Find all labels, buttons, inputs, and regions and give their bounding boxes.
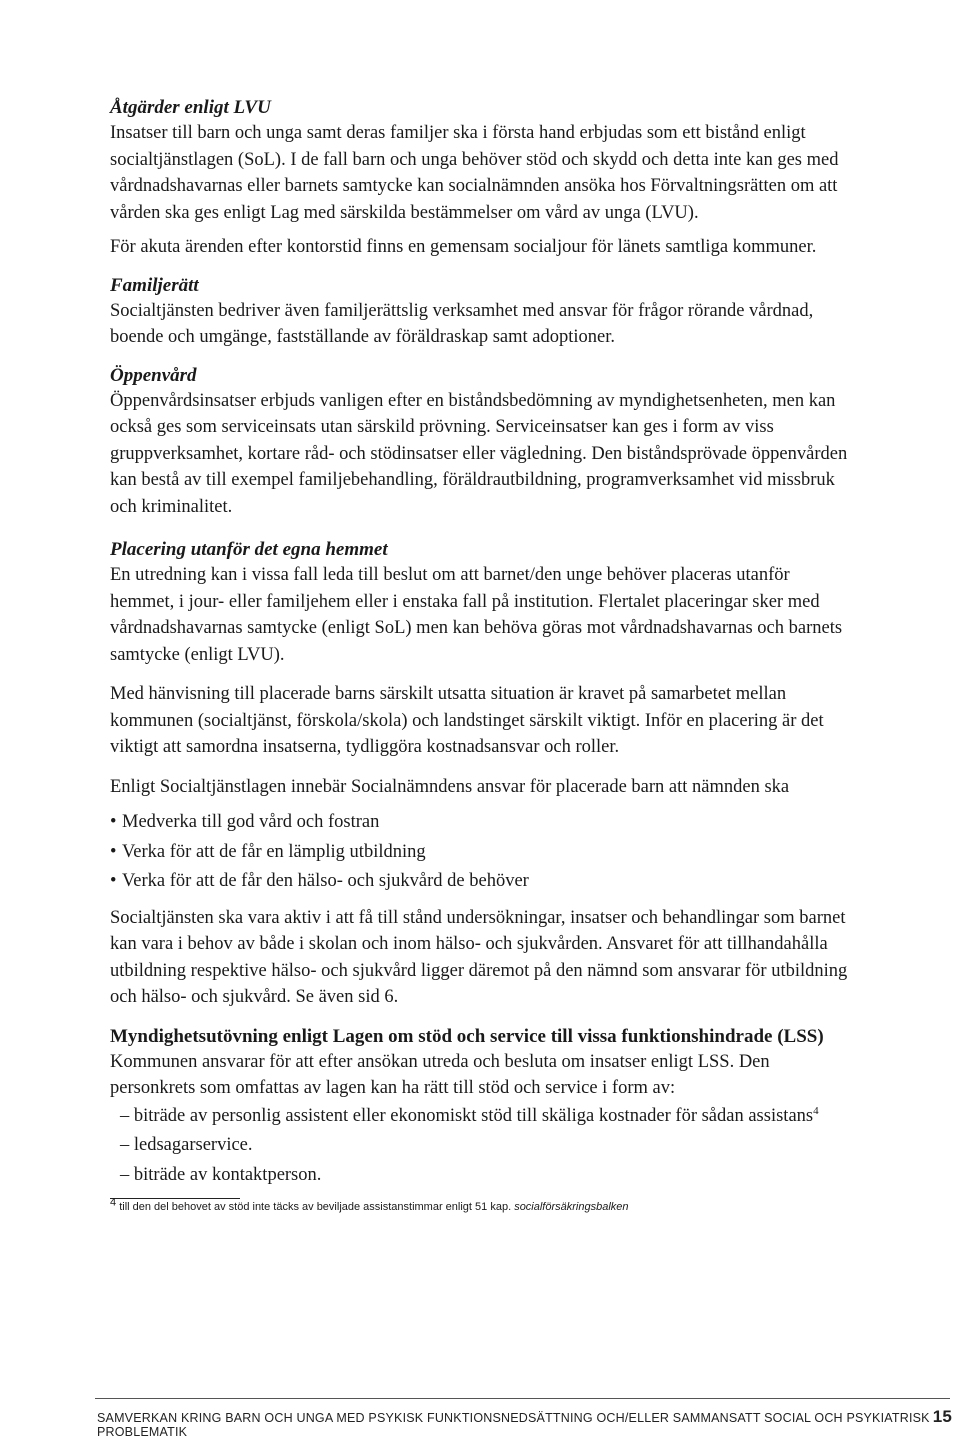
footnote-source: socialförsäkringsbalken [514, 1201, 629, 1213]
list-item: • Medverka till god vård och fostran [110, 808, 850, 838]
heading-placering: Placering utanför det egna hemmet [110, 539, 388, 560]
heading-oppenvard: Öppenvård [110, 364, 197, 386]
paragraph-familjeratt: Socialtjänsten bedriver även familjerättslig verksamhet med ansvar för frågor rörande vårdnad, boende och umgänge, fastställande av föräldraskap samt adoptioner. [110, 300, 814, 347]
bullet-icon: • [110, 812, 117, 832]
page-number: 15 [932, 1407, 952, 1426]
footnote-mark: 4 [110, 1196, 117, 1209]
bullet-icon: • [110, 871, 117, 891]
paragraph-placering-2: Med hänvisning till placerade barns särskilt utsatta situation är kravet på samarbetet mellan kommunen (socialtjänst, förskola/skola) och landstinget särskilt viktigt. Inför en placering är det viktigt att samordna insatserna, tydliggöra kostnadsansvar och roller. [110, 684, 824, 757]
list-item: – biträde av kontaktperson. [120, 1164, 322, 1185]
paragraph-lvu-1: Insatser till barn och unga samt deras familjer ska i första hand erbjudas som ett bistånd enligt socialtjänstlagen (SoL). I de fall barn och unga behöver stöd och skydd och detta inte kan ges med vårdnadshavarnas eller barnets samtycke kan socialnämnden ansöka hos Förvaltningsrätten om att vården ska ges enligt Lag med särskilda bestämmelser om vård av unga (LVU). [110, 123, 839, 223]
paragraph-placering-1: En utredning kan i vissa fall leda till beslut om att barnet/den unge behöver placeras utanför hemmet, i jour- eller familjehem eller i enstaka fall på institution. Flertalet placeringar sker med vårdnadshavarnas samtycke (enligt SoL) men kan behöva göras mot vårdnadshavarnas och barnets samtycke (enligt LVU). [110, 565, 843, 665]
paragraph-oppenvard: Öppenvårdsinsatser erbjuds vanligen efter en biståndsbedömning av myndighetsenheten, men kan också ges som serviceinsats utan särskild prövning. Serviceinsatser kan ges i form av viss gruppverksamhet, kortare råd- och stödinsatser eller vägledning. Den biståndsprövade öppenvården kan bestå av till exempel familjebehandling, föräldrautbildning, programverksamhet vid missbruk och kriminalitet. [110, 390, 848, 517]
footnote-divider [110, 1198, 240, 1199]
bullet-icon: • [110, 841, 117, 862]
heading-lvu: Åtgärder enligt LVU [110, 97, 271, 118]
list-item: • Verka för att de får en lämplig utbildning [110, 838, 850, 868]
lss-dash-list [110, 1102, 850, 1191]
heading-lss: Myndighetsutövning enligt Lagen om stöd och service till vissa funktionshindrade (LSS) [110, 1025, 824, 1047]
footer-title: SAMVERKAN KRING BARN OCH UNGA MED PSYKISK FUNKTIONSNEDSÄTTNING OCH/ELLER SAMMANSATT SOCIAL OCH PSYKIATRISK PROBLEMATIK [97, 1411, 930, 1439]
paragraph-placering-4: Socialtjänsten ska vara aktiv i att få till stånd undersökningar, insatser och behandlingar som barnet kan vara i behov av både i skolan och inom hälso- och sjukvården. Ansvaret för att tillhandahålla utbildning respektive hälso- och sjukvård ligger däremot på den nämnd som ansvarar för utbildning och hälso- och sjukvård. Se även sid 6. [110, 907, 848, 1007]
paragraph-lvu-2: För akuta ärenden efter kontorstid finns en gemensam socialjour för länets samtliga kommuner. [110, 237, 817, 257]
placering-bullet-list [110, 808, 850, 897]
document-body [110, 96, 850, 1213]
heading-familjeratt: Familjerätt [110, 274, 199, 296]
footer-divider [95, 1398, 950, 1399]
list-item: – biträde av personlig assistent eller ekonomiskt stöd till skäliga kostnader för sådan assistans$^4$ [120, 1104, 819, 1126]
footnote-text: till den del behovet av stöd inte täcks av beviljade assistanstimmar enligt 51 kap. [119, 1201, 512, 1213]
list-item: • Verka för att de får den hälso- och sjukvård de behöver [110, 867, 850, 897]
footnote [110, 1196, 850, 1213]
paragraph-placering-3: Enligt Socialtjänstlagen innebär Socialnämndens ansvar för placerade barn att nämnden ska [110, 776, 790, 797]
footnote-ref: 4 [813, 1104, 819, 1117]
page-footer [97, 1407, 952, 1439]
list-item: – ledsagarservice. [120, 1135, 253, 1155]
paragraph-lss: Kommunen ansvarar för att efter ansökan utreda och besluta om insatser enligt LSS. Den personkrets som omfattas av lagen kan ha rätt till stöd och service i form av: [110, 1051, 770, 1098]
